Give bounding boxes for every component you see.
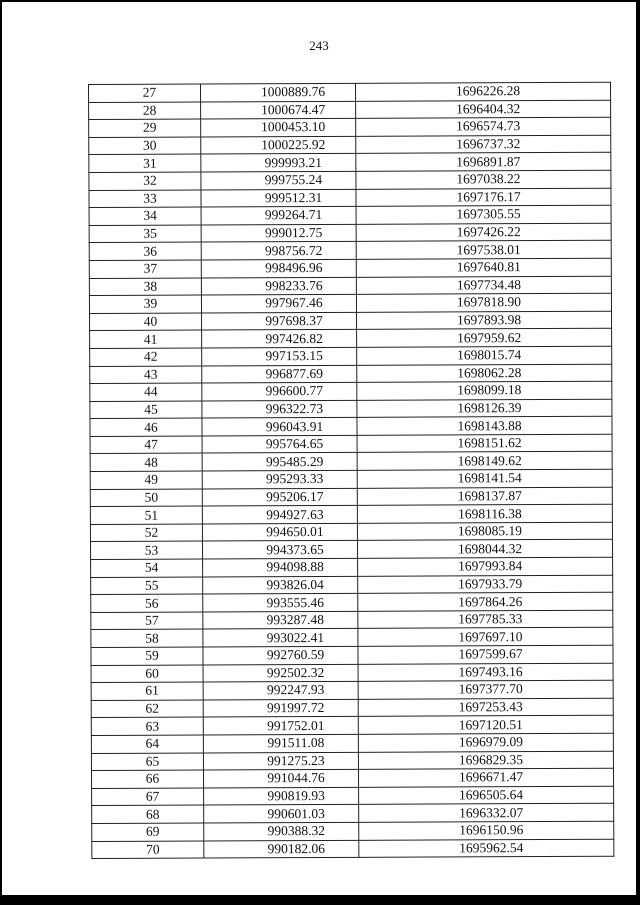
y-coordinate-cell: 1697176.17	[356, 188, 611, 207]
y-coordinate-cell: 1698126.39	[357, 399, 612, 418]
point-number-cell: 67	[92, 788, 204, 806]
point-number-cell: 54	[91, 559, 203, 577]
table-row	[90, 487, 612, 507]
table-body	[89, 82, 614, 858]
y-coordinate-cell: 1695962.54	[359, 839, 614, 858]
table-row	[89, 100, 611, 120]
document-page	[2, 2, 636, 895]
table-row	[89, 258, 611, 278]
point-number-cell: 50	[90, 489, 202, 507]
y-coordinate-cell: 1698085.19	[357, 522, 612, 541]
table-row	[92, 821, 614, 841]
point-number-cell: 34	[89, 207, 201, 225]
x-coordinate-cell: 997967.46	[201, 294, 356, 312]
x-coordinate-cell: 996043.91	[202, 418, 357, 436]
y-coordinate-cell: 1698141.54	[357, 469, 612, 488]
point-number-cell: 44	[90, 383, 202, 401]
x-coordinate-cell: 997153.15	[202, 347, 357, 365]
y-coordinate-cell: 1697993.84	[358, 557, 613, 576]
point-number-cell: 46	[90, 418, 202, 436]
point-number-cell: 45	[90, 401, 202, 419]
x-coordinate-cell: 995293.33	[202, 470, 357, 488]
y-coordinate-cell: 1696737.32	[356, 135, 611, 154]
y-coordinate-cell: 1696574.73	[356, 117, 611, 136]
x-coordinate-cell: 992247.93	[203, 682, 358, 700]
point-number-cell: 27	[89, 84, 201, 102]
y-coordinate-cell: 1697818.90	[356, 293, 611, 312]
point-number-cell: 61	[91, 682, 203, 700]
table-row	[89, 293, 611, 313]
y-coordinate-cell: 1698044.32	[357, 540, 612, 559]
point-number-cell: 31	[89, 154, 201, 172]
point-number-cell: 43	[90, 366, 202, 384]
point-number-cell: 49	[90, 471, 202, 489]
table-row	[90, 399, 612, 419]
x-coordinate-cell: 994098.88	[203, 558, 358, 576]
x-coordinate-cell: 991275.23	[203, 752, 358, 770]
point-number-cell: 51	[90, 506, 202, 524]
point-number-cell: 38	[89, 278, 201, 296]
x-coordinate-cell: 993555.46	[203, 594, 358, 612]
table-row	[92, 786, 614, 806]
y-coordinate-cell: 1698137.87	[357, 487, 612, 506]
x-coordinate-cell: 994927.63	[202, 506, 357, 524]
y-coordinate-cell: 1697864.26	[358, 592, 613, 611]
y-coordinate-cell: 1696829.35	[358, 751, 613, 770]
point-number-cell: 32	[89, 172, 201, 190]
y-coordinate-cell: 1697305.55	[356, 205, 611, 224]
point-number-cell: 70	[92, 841, 204, 859]
table-row	[89, 117, 611, 137]
table-row	[90, 311, 612, 331]
table-row	[89, 188, 611, 208]
x-coordinate-cell: 998233.76	[201, 277, 356, 295]
point-number-cell: 57	[91, 612, 203, 630]
table-row	[90, 452, 612, 472]
table-row	[91, 751, 613, 771]
table-row	[91, 716, 613, 736]
table-row	[90, 540, 612, 560]
point-number-cell: 48	[90, 453, 202, 471]
point-number-cell: 58	[91, 629, 203, 647]
x-coordinate-cell: 991511.08	[203, 734, 358, 752]
table-row	[91, 768, 613, 788]
x-coordinate-cell: 997698.37	[201, 312, 356, 330]
point-number-cell: 64	[91, 735, 203, 753]
x-coordinate-cell: 998756.72	[201, 242, 356, 260]
table-row	[89, 276, 611, 296]
table-row	[91, 557, 613, 577]
x-coordinate-cell: 996877.69	[202, 365, 357, 383]
x-coordinate-cell: 990819.93	[204, 787, 359, 805]
x-coordinate-cell: 997426.82	[202, 330, 357, 348]
y-coordinate-cell: 1696891.87	[356, 153, 611, 172]
table-row	[90, 469, 612, 489]
table-row	[90, 434, 612, 454]
table-row	[90, 346, 612, 366]
table-row	[90, 504, 612, 524]
table-row	[90, 381, 612, 401]
point-number-cell: 63	[91, 717, 203, 735]
table-row	[89, 82, 611, 102]
x-coordinate-cell: 1000225.92	[201, 136, 356, 154]
point-number-cell: 52	[90, 524, 202, 542]
x-coordinate-cell: 991044.76	[203, 769, 358, 787]
table-row	[90, 522, 612, 542]
y-coordinate-cell: 1696150.96	[359, 821, 614, 840]
y-coordinate-cell: 1697377.70	[358, 680, 613, 699]
point-number-cell: 66	[91, 770, 203, 788]
point-number-cell: 53	[90, 541, 202, 559]
x-coordinate-cell: 994650.01	[202, 523, 357, 541]
x-coordinate-cell: 992502.32	[203, 664, 358, 682]
y-coordinate-cell: 1698015.74	[357, 346, 612, 365]
table-row	[91, 733, 613, 753]
x-coordinate-cell: 991752.01	[203, 717, 358, 735]
x-coordinate-cell: 996600.77	[202, 382, 357, 400]
table-row	[91, 680, 613, 700]
x-coordinate-cell: 999755.24	[201, 171, 356, 189]
y-coordinate-cell: 1698099.18	[357, 381, 612, 400]
table-row	[89, 135, 611, 155]
y-coordinate-cell: 1697734.48	[356, 276, 611, 295]
y-coordinate-cell: 1696226.28	[355, 82, 610, 101]
y-coordinate-cell: 1697697.10	[358, 628, 613, 647]
x-coordinate-cell: 999264.71	[201, 206, 356, 224]
point-number-cell: 39	[89, 295, 201, 313]
table-row	[90, 416, 612, 436]
table-row	[91, 698, 613, 718]
point-number-cell: 33	[89, 190, 201, 208]
x-coordinate-cell: 1000453.10	[201, 119, 356, 137]
point-number-cell: 41	[90, 330, 202, 348]
table-row	[89, 205, 611, 225]
x-coordinate-cell: 995764.65	[202, 435, 357, 453]
page-number: 243	[309, 38, 329, 53]
coordinates-table	[88, 82, 614, 859]
point-number-cell: 59	[91, 647, 203, 665]
x-coordinate-cell: 998496.96	[201, 259, 356, 277]
y-coordinate-cell: 1698116.38	[357, 504, 612, 523]
x-coordinate-cell: 1000889.76	[201, 83, 356, 101]
y-coordinate-cell: 1696505.64	[359, 786, 614, 805]
y-coordinate-cell: 1697785.33	[358, 610, 613, 629]
y-coordinate-cell: 1698151.62	[357, 434, 612, 453]
point-number-cell: 60	[91, 665, 203, 683]
point-number-cell: 56	[91, 594, 203, 612]
y-coordinate-cell: 1697038.22	[356, 170, 611, 189]
x-coordinate-cell: 990182.06	[204, 840, 359, 858]
point-number-cell: 35	[89, 225, 201, 243]
x-coordinate-cell: 990601.03	[204, 805, 359, 823]
point-number-cell: 30	[89, 137, 201, 155]
point-number-cell: 68	[92, 805, 204, 823]
y-coordinate-cell: 1697599.67	[358, 645, 613, 664]
y-coordinate-cell: 1697640.81	[356, 258, 611, 277]
table-row	[89, 170, 611, 190]
table-row	[90, 364, 612, 384]
y-coordinate-cell: 1696404.32	[356, 100, 611, 119]
point-number-cell: 28	[89, 102, 201, 120]
y-coordinate-cell: 1697959.62	[357, 329, 612, 348]
y-coordinate-cell: 1697933.79	[358, 575, 613, 594]
table-row	[90, 329, 612, 349]
table-row	[91, 575, 613, 595]
table-row	[91, 663, 613, 683]
x-coordinate-cell: 993287.48	[203, 611, 358, 629]
x-coordinate-cell: 995206.17	[202, 488, 357, 506]
table-row	[89, 223, 611, 243]
point-number-cell: 42	[90, 348, 202, 366]
x-coordinate-cell: 999993.21	[201, 154, 356, 172]
x-coordinate-cell: 996322.73	[202, 400, 357, 418]
table-row	[89, 153, 611, 173]
coordinates-table-wrapper	[88, 82, 614, 859]
point-number-cell: 36	[89, 242, 201, 260]
point-number-cell: 69	[92, 823, 204, 841]
y-coordinate-cell: 1698062.28	[357, 364, 612, 383]
table-row	[91, 610, 613, 630]
x-coordinate-cell: 993022.41	[203, 629, 358, 647]
x-coordinate-cell: 991997.72	[203, 699, 358, 717]
x-coordinate-cell: 1000674.47	[201, 101, 356, 119]
y-coordinate-cell: 1697120.51	[358, 716, 613, 735]
y-coordinate-cell: 1696979.09	[358, 733, 613, 752]
x-coordinate-cell: 995485.29	[202, 453, 357, 471]
table-row	[91, 592, 613, 612]
table-row	[92, 839, 614, 859]
point-number-cell: 65	[91, 753, 203, 771]
y-coordinate-cell: 1697893.98	[356, 311, 611, 330]
y-coordinate-cell: 1698149.62	[357, 452, 612, 471]
point-number-cell: 37	[89, 260, 201, 278]
y-coordinate-cell: 1696671.47	[358, 768, 613, 787]
table-row	[89, 241, 611, 261]
y-coordinate-cell: 1696332.07	[359, 804, 614, 823]
point-number-cell: 55	[91, 577, 203, 595]
table-row	[91, 645, 613, 665]
point-number-cell: 29	[89, 119, 201, 137]
point-number-cell: 62	[91, 700, 203, 718]
y-coordinate-cell: 1697538.01	[356, 241, 611, 260]
x-coordinate-cell: 992760.59	[203, 646, 358, 664]
x-coordinate-cell: 999512.31	[201, 189, 356, 207]
y-coordinate-cell: 1698143.88	[357, 416, 612, 435]
table-row	[91, 628, 613, 648]
x-coordinate-cell: 994373.65	[202, 541, 357, 559]
table-row	[92, 804, 614, 824]
x-coordinate-cell: 993826.04	[203, 576, 358, 594]
y-coordinate-cell: 1697253.43	[358, 698, 613, 717]
x-coordinate-cell: 990388.32	[204, 822, 359, 840]
y-coordinate-cell: 1697493.16	[358, 663, 613, 682]
y-coordinate-cell: 1697426.22	[356, 223, 611, 242]
point-number-cell: 47	[90, 436, 202, 454]
x-coordinate-cell: 999012.75	[201, 224, 356, 242]
point-number-cell: 40	[90, 313, 202, 331]
